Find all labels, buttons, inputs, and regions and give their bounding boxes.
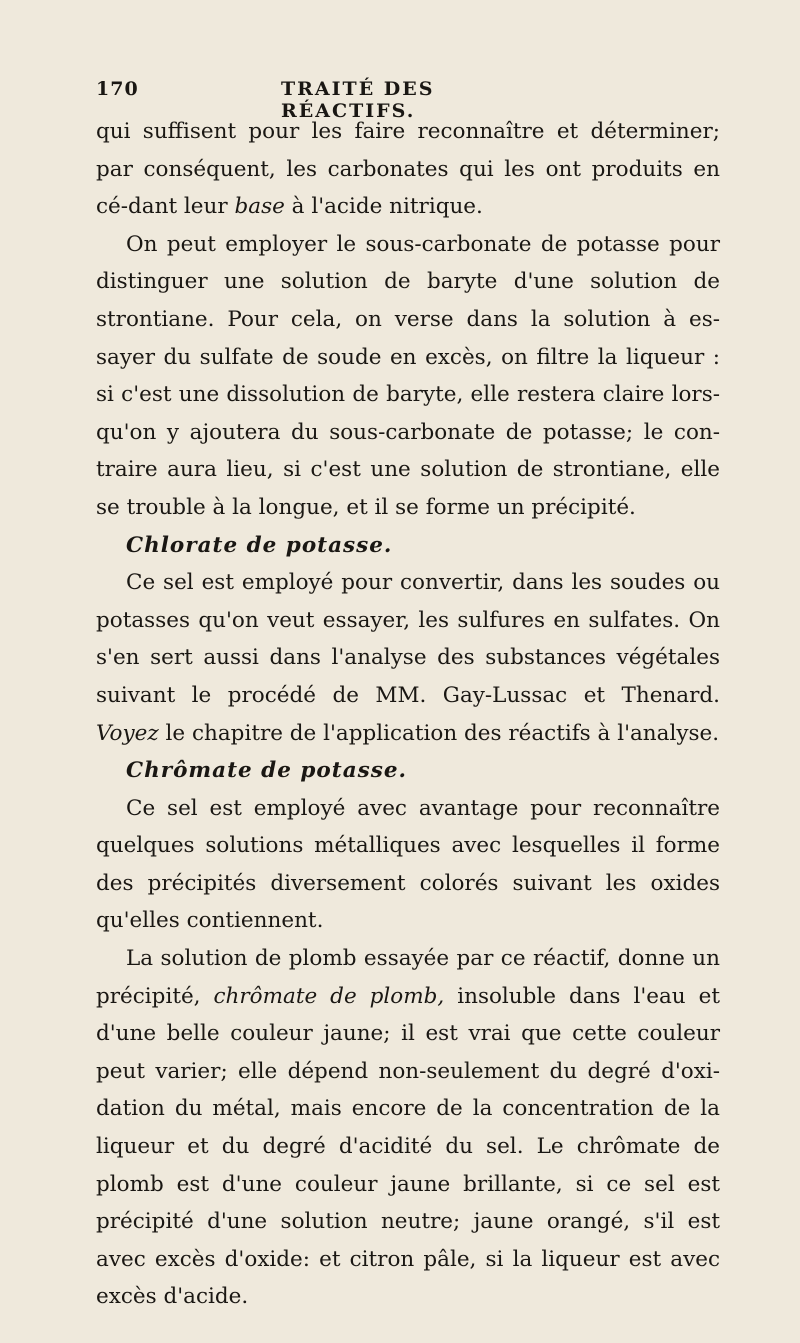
- paragraph-chromate: Ce sel est employé avec avantage pour reconnaître quelques solutions métalliques avec lesquelles il forme des précipités diversement colorés suivant les oxides qu'elles contiennent.: [96, 795, 720, 934]
- text-run: le chapitre de l'application des réactifs à l'analyse.: [158, 720, 720, 746]
- text-run: Ce sel est employé pour convertir, dans les soudes ou potasses qu'on veut essayer, les sulfures en sulfates. On s'en sert aussi dans l'analyse des substances végétales suivant le procédé de MM. Gay-Lussac et Thenard.: [96, 570, 720, 708]
- italic-term: base: [234, 194, 285, 220]
- section-heading-chlorate: Chlorate de potasse.: [126, 532, 393, 558]
- page-body: [96, 113, 720, 1316]
- text-run: insoluble dans l'eau et d'une belle couleur jaune; il est vrai que cette couleur peut varier; elle dépend non-seulement du degré d'oxi-dation du métal, mais encore de la concentration de la liqueur et du degré d'acidité du sel. Le chrômate de plomb est d'une couleur jaune brillante, si ce sel est précipité d'une solution neutre; jaune orangé, s'il est avec excès d'oxide: et citron pâle, si la liqueur est avec excès d'acide.: [96, 983, 720, 1310]
- paragraph-chlorate: [96, 564, 720, 752]
- section-heading-chromate: Chrômate de potasse.: [126, 758, 407, 784]
- page-header: [96, 78, 541, 122]
- paragraph-sous-carbonate: On peut employer le sous-carbonate de potasse pour distinguer une solution de baryte d'une solution de strontiane. Pour cela, on verse dans la solution à es-sayer du sulfate de soude en excès, on filtre la liqueur : si c'est une dissolution de baryte, elle restera claire lors-qu'on y ajoutera du sous-carbonate de potasse; le con-traire aura lieu, si c'est une solution de strontiane, elle se trouble à la longue, et il se forme un précipité.: [96, 231, 720, 520]
- paragraph-continuation: [96, 113, 720, 226]
- italic-term: Voyez: [96, 720, 159, 746]
- italic-term: chrômate de plomb,: [213, 983, 445, 1009]
- text-run: à l'acide nitrique.: [284, 194, 483, 220]
- text-run: qui suffisent pour les faire reconnaître et déterminer; par conséquent, les carbonates qui les ont produits en cé-dant leur: [96, 119, 720, 220]
- paragraph-plomb: [96, 940, 720, 1316]
- text-run: La solution de plomb essayée par ce réactif, donne un précipité,: [96, 946, 720, 1009]
- running-title: TRAITÉ DES RÉACTIFS.: [281, 78, 435, 122]
- page-number: 170: [96, 78, 139, 100]
